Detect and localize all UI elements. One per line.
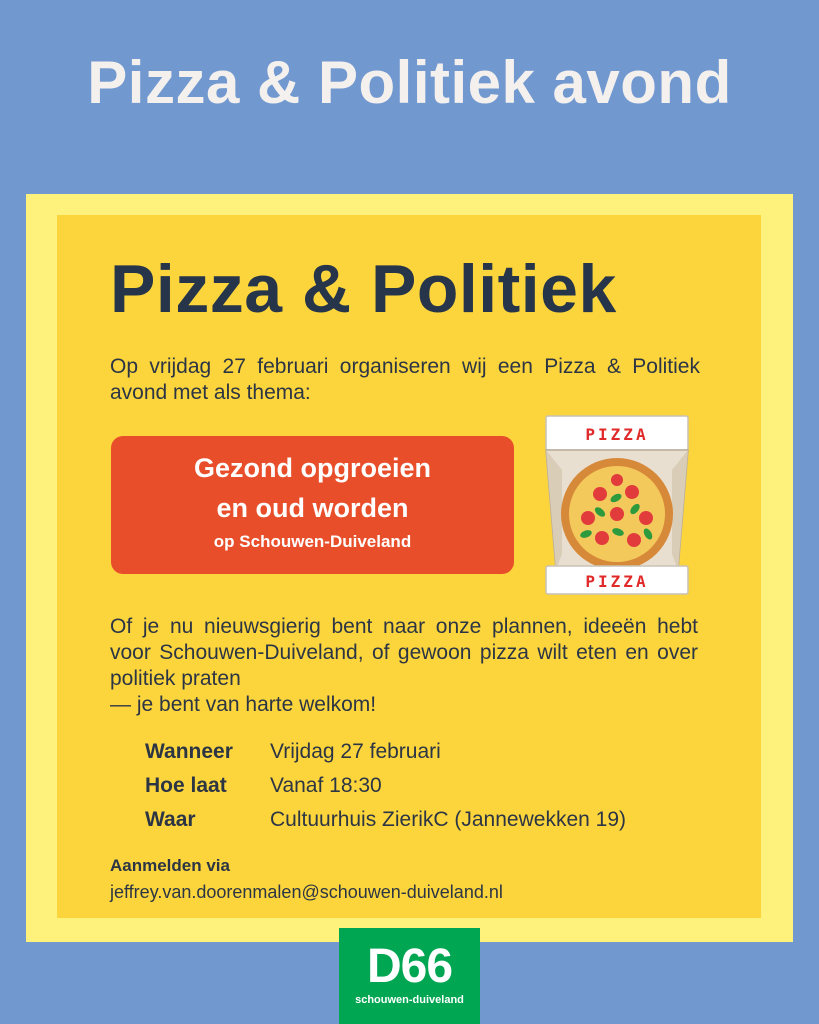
pizza-lid-label: PIZZA [585, 425, 649, 444]
logo-text: D66 [366, 940, 453, 993]
detail-label: Wanneer [145, 740, 233, 763]
signup-label: Aanmelden via [110, 856, 230, 875]
theme-box [111, 436, 514, 574]
detail-label: Hoe laat [145, 774, 227, 797]
detail-label: Waar [145, 808, 196, 831]
d66-logo [339, 928, 480, 1024]
detail-value: Vanaf 18:30 [270, 774, 382, 797]
intro-text: Op vrijdag 27 februari organiseren wij een Pizza & Politiek avond met als thema: [110, 355, 700, 404]
theme-line-2: en oud worden [216, 493, 409, 523]
detail-row-when [145, 740, 626, 774]
logo-subtext: schouwen-duiveland [355, 994, 464, 1006]
theme-line-1: Gezond opgroeien [193, 453, 431, 483]
detail-value: Vrijdag 27 februari [270, 740, 441, 763]
detail-value: Cultuurhuis ZierikC (Jannewekken 19) [270, 808, 626, 831]
card-title: Pizza & Politiek [110, 251, 617, 327]
signup-email-link[interactable]: jeffrey.van.doorenmalen@schouwen-duiveland.nl [110, 882, 503, 902]
body-text-main: Of je nu nieuwsgierig bent naar onze plannen, ideeën hebt voor Schouwen-Duiveland, of gewoon pizza wilt eten en over politiek praten [110, 615, 698, 690]
page-title: Pizza & Politiek avond [87, 49, 732, 116]
event-details [145, 740, 626, 842]
theme-line-3: op Schouwen-Duiveland [213, 532, 412, 551]
detail-row-where [145, 808, 626, 842]
pizza-front-label: PIZZA [585, 572, 649, 591]
pizza-box-icon [540, 414, 692, 596]
body-text-welcome: — je bent van harte welkom! [110, 693, 377, 716]
body-text [110, 614, 698, 718]
detail-row-time [145, 774, 626, 808]
